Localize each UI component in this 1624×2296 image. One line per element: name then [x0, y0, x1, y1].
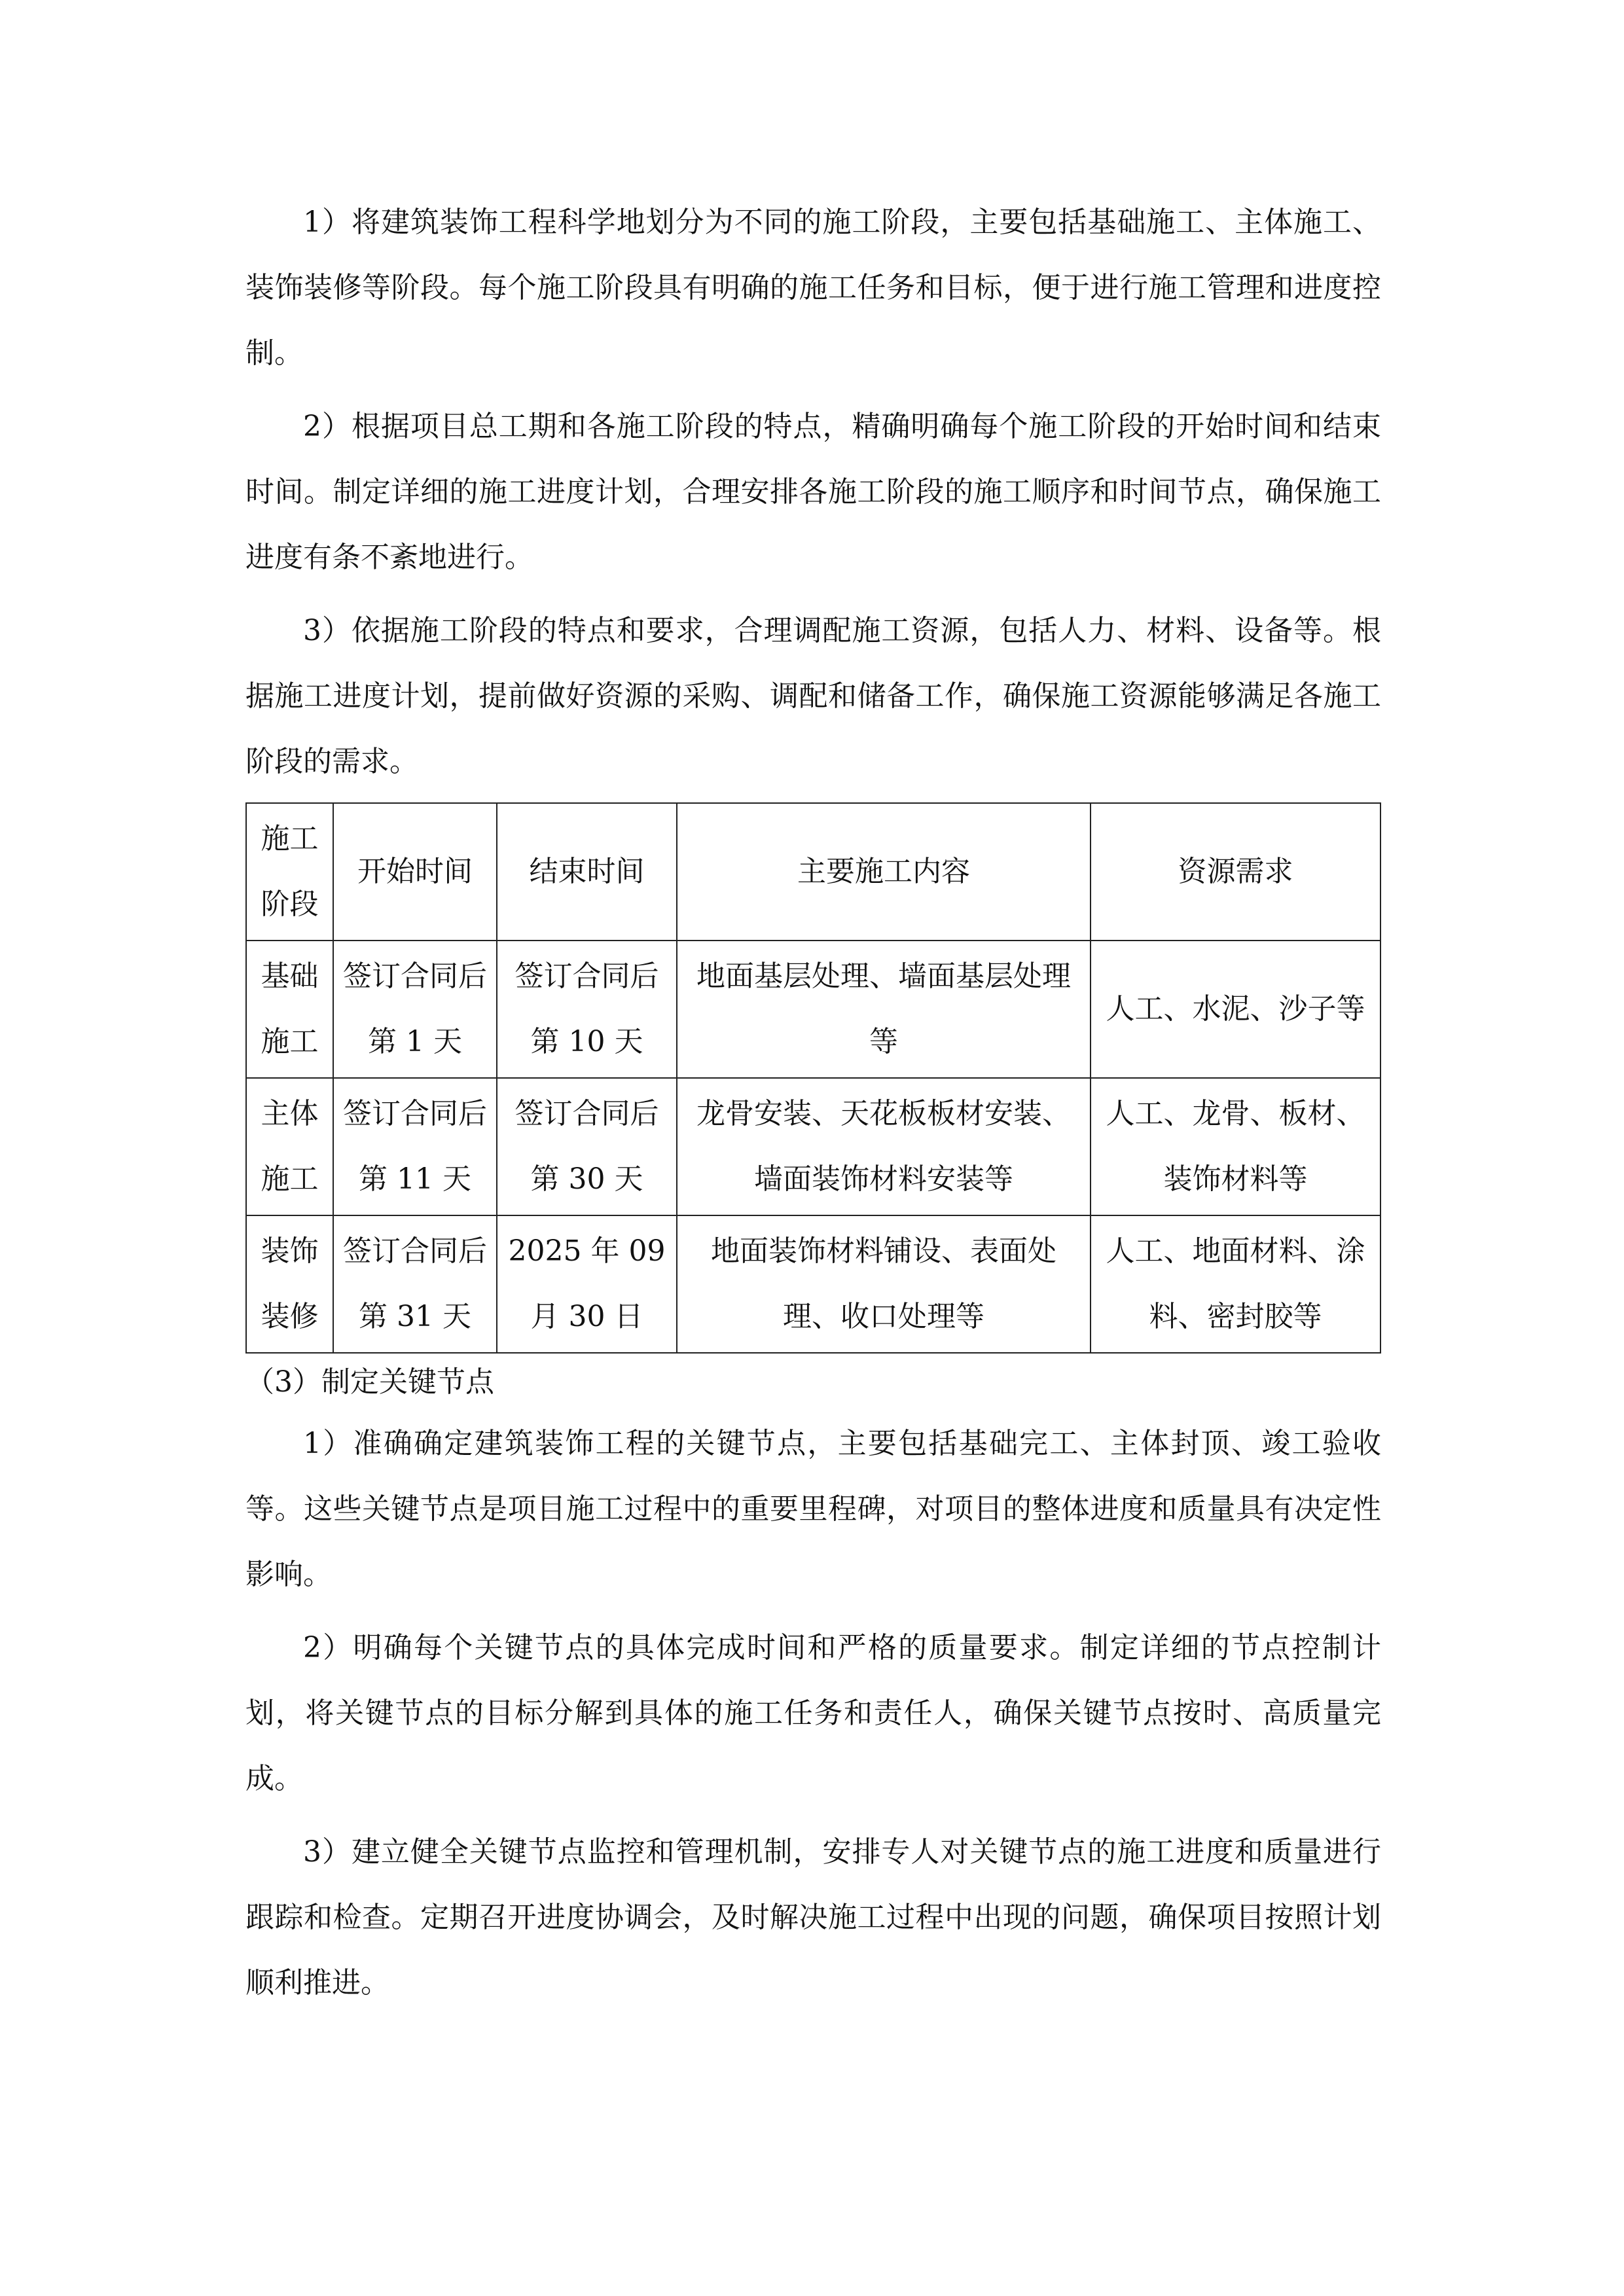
construction-schedule-table — [245, 802, 1381, 1354]
cell-resources: 人工、水泥、沙子等 — [1091, 941, 1380, 1078]
header-stage: 施工阶段 — [246, 803, 333, 941]
cell-content: 龙骨安装、天花板板材安装、墙面装饰材料安装等 — [677, 1078, 1091, 1215]
document-page — [245, 190, 1381, 2024]
section-heading-key-nodes: （3）制定关键节点 — [245, 1365, 494, 1399]
paragraph-key-nodes-definition: 1）准确确定建筑装饰工程的关键节点，主要包括基础完工、主体封顶、竣工验收等。这些关键节点是项目施工过程中的重要里程碑，对项目的整体进度和质量具有决定性影响。 — [245, 1427, 1381, 1591]
paragraph-stage-timing: 2）根据项目总工期和各施工阶段的特点，精确明确每个施工阶段的开始时间和结束时间。制定详细的施工进度计划，合理安排各施工阶段的施工顺序和时间节点，确保施工进度有条不紊地进行。 — [245, 410, 1381, 574]
paragraph-stage-division: 1）将建筑装饰工程科学地划分为不同的施工阶段，主要包括基础施工、主体施工、装饰装修等阶段。每个施工阶段具有明确的施工任务和目标，便于进行施工管理和进度控制。 — [245, 206, 1381, 370]
header-start-time: 开始时间 — [333, 803, 497, 941]
cell-stage: 装饰装修 — [246, 1215, 333, 1353]
cell-end: 签订合同后第 10 天 — [497, 941, 677, 1078]
header-end-time: 结束时间 — [497, 803, 677, 941]
paragraph-key-nodes-monitoring: 3）建立健全关键节点监控和管理机制，安排专人对关键节点的施工进度和质量进行跟踪和检查。定期召开进度协调会，及时解决施工过程中出现的问题，确保项目按照计划顺利推进。 — [245, 1835, 1381, 2000]
table-row — [246, 1215, 1380, 1353]
cell-content: 地面装饰材料铺设、表面处理、收口处理等 — [677, 1215, 1091, 1353]
cell-start: 签订合同后第 31 天 — [333, 1215, 497, 1353]
table-row — [246, 941, 1380, 1078]
cell-stage: 基础施工 — [246, 941, 333, 1078]
paragraph-resource-allocation: 3）依据施工阶段的特点和要求，合理调配施工资源，包括人力、材料、设备等。根据施工进度计划，提前做好资源的采购、调配和储备工作，确保施工资源能够满足各施工阶段的需求。 — [245, 614, 1381, 778]
cell-end: 签订合同后第 30 天 — [497, 1078, 677, 1215]
cell-stage: 主体施工 — [246, 1078, 333, 1215]
table-header-row — [246, 803, 1380, 941]
cell-start: 签订合同后第 1 天 — [333, 941, 497, 1078]
cell-resources: 人工、地面材料、涂料、密封胶等 — [1091, 1215, 1380, 1353]
cell-content: 地面基层处理、墙面基层处理等 — [677, 941, 1091, 1078]
cell-resources: 人工、龙骨、板材、装饰材料等 — [1091, 1078, 1380, 1215]
paragraph-key-nodes-requirements: 2）明确每个关键节点的具体完成时间和严格的质量要求。制定详细的节点控制计划，将关键节点的目标分解到具体的施工任务和责任人，确保关键节点按时、高质量完成。 — [245, 1631, 1381, 1795]
header-main-content: 主要施工内容 — [677, 803, 1091, 941]
table-row — [246, 1078, 1380, 1215]
header-resource-needs: 资源需求 — [1091, 803, 1380, 941]
cell-start: 签订合同后第 11 天 — [333, 1078, 497, 1215]
cell-end: 2025 年 09 月 30 日 — [497, 1215, 677, 1353]
